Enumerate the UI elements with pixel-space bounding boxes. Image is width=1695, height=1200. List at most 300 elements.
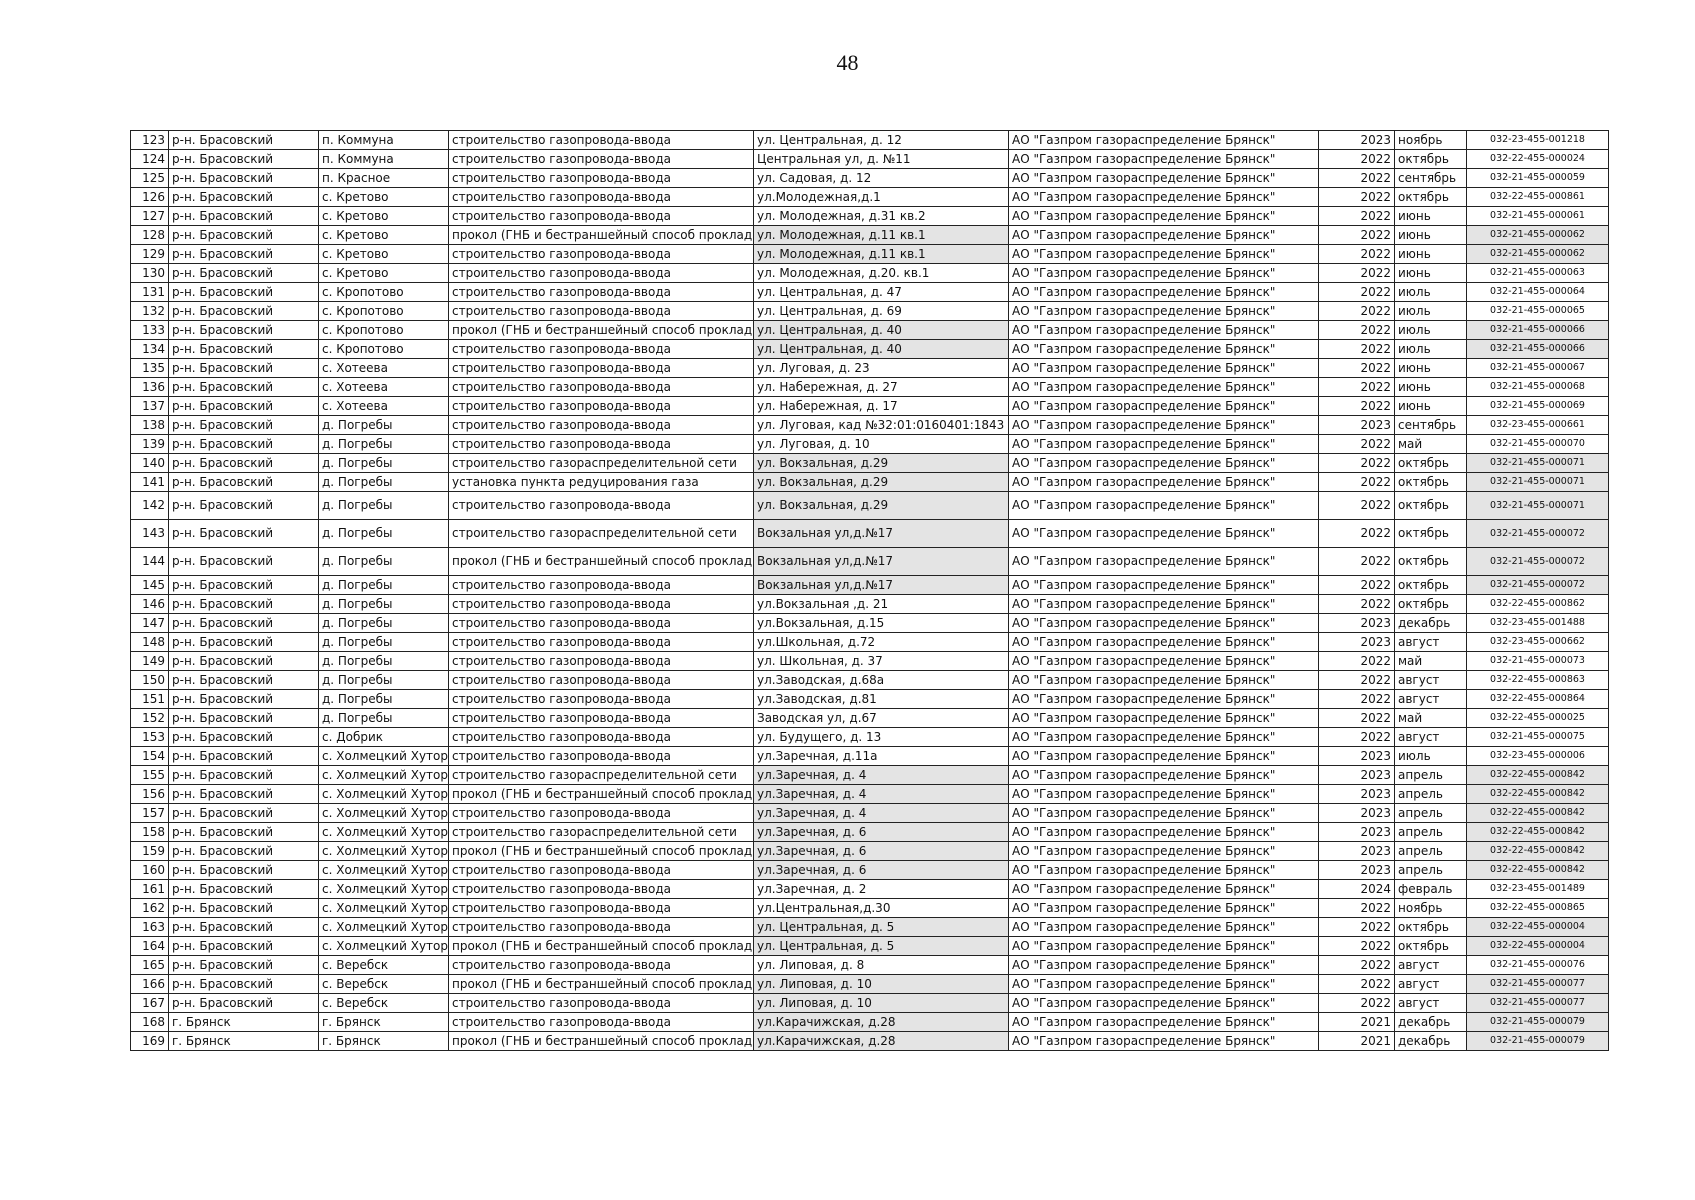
row-number-cell: 168	[131, 1013, 169, 1032]
year-cell: 2023	[1319, 785, 1395, 804]
row-number-cell: 157	[131, 804, 169, 823]
organization-cell: АО "Газпром газораспределение Брянск"	[1009, 1013, 1319, 1032]
locality-cell: с. Холмецкий Хутор	[319, 785, 449, 804]
row-number-cell: 164	[131, 937, 169, 956]
locality-cell: д. Погребы	[319, 454, 449, 473]
year-cell: 2022	[1319, 397, 1395, 416]
district-cell: р-н. Брасовский	[169, 188, 319, 207]
month-cell: апрель	[1395, 785, 1467, 804]
district-cell: р-н. Брасовский	[169, 804, 319, 823]
work-type-cell: строительство газопровода-ввода	[449, 340, 754, 359]
registration-number-cell: 032-21-455-000068	[1467, 378, 1609, 397]
table-row	[131, 994, 1609, 1013]
district-cell: р-н. Брасовский	[169, 245, 319, 264]
year-cell: 2022	[1319, 169, 1395, 188]
registration-number-cell: 032-23-455-001489	[1467, 880, 1609, 899]
registration-number-cell: 032-21-455-000072	[1467, 520, 1609, 548]
organization-cell: АО "Газпром газораспределение Брянск"	[1009, 1032, 1319, 1051]
table-row	[131, 918, 1609, 937]
locality-cell: с. Холмецкий Хутор	[319, 766, 449, 785]
organization-cell: АО "Газпром газораспределение Брянск"	[1009, 937, 1319, 956]
registration-number-cell: 032-21-455-000059	[1467, 169, 1609, 188]
locality-cell: с. Кретово	[319, 226, 449, 245]
row-number-cell: 148	[131, 633, 169, 652]
organization-cell: АО "Газпром газораспределение Брянск"	[1009, 766, 1319, 785]
organization-cell: АО "Газпром газораспределение Брянск"	[1009, 880, 1319, 899]
registration-number-cell: 032-22-455-000865	[1467, 899, 1609, 918]
organization-cell: АО "Газпром газораспределение Брянск"	[1009, 492, 1319, 520]
work-type-cell: строительство газопровода-ввода	[449, 416, 754, 435]
locality-cell: д. Погребы	[319, 576, 449, 595]
row-number-cell: 166	[131, 975, 169, 994]
table-row	[131, 785, 1609, 804]
row-number-cell: 145	[131, 576, 169, 595]
district-cell: р-н. Брасовский	[169, 492, 319, 520]
year-cell: 2022	[1319, 576, 1395, 595]
month-cell: май	[1395, 652, 1467, 671]
district-cell: р-н. Брасовский	[169, 302, 319, 321]
table-body	[131, 131, 1609, 1051]
registration-number-cell: 032-21-455-000073	[1467, 652, 1609, 671]
organization-cell: АО "Газпром газораспределение Брянск"	[1009, 823, 1319, 842]
registration-number-cell: 032-23-455-000006	[1467, 747, 1609, 766]
registration-number-cell: 032-23-455-000661	[1467, 416, 1609, 435]
table-row	[131, 226, 1609, 245]
registration-number-cell: 032-21-455-000071	[1467, 492, 1609, 520]
table-row	[131, 671, 1609, 690]
work-type-cell: строительство газопровода-ввода	[449, 378, 754, 397]
registration-number-cell: 032-22-455-000864	[1467, 690, 1609, 709]
organization-cell: АО "Газпром газораспределение Брянск"	[1009, 340, 1319, 359]
district-cell: р-н. Брасовский	[169, 842, 319, 861]
month-cell: декабрь	[1395, 614, 1467, 633]
district-cell: р-н. Брасовский	[169, 473, 319, 492]
district-cell: р-н. Брасовский	[169, 956, 319, 975]
organization-cell: АО "Газпром газораспределение Брянск"	[1009, 283, 1319, 302]
month-cell: ноябрь	[1395, 899, 1467, 918]
locality-cell: с. Кретово	[319, 264, 449, 283]
address-cell: ул. Центральная, д. 69	[754, 302, 1009, 321]
address-cell: Вокзальная ул,д.№17	[754, 548, 1009, 576]
year-cell: 2023	[1319, 131, 1395, 150]
year-cell: 2021	[1319, 1032, 1395, 1051]
row-number-cell: 135	[131, 359, 169, 378]
table-row	[131, 804, 1609, 823]
work-type-cell: строительство газопровода-ввода	[449, 576, 754, 595]
locality-cell: с. Холмецкий Хутор	[319, 880, 449, 899]
registration-number-cell: 032-21-455-000062	[1467, 245, 1609, 264]
work-type-cell: прокол (ГНБ и бестраншейный способ проклад	[449, 1032, 754, 1051]
district-cell: р-н. Брасовский	[169, 226, 319, 245]
work-type-cell: строительство газопровода-ввода	[449, 359, 754, 378]
month-cell: июнь	[1395, 397, 1467, 416]
registration-number-cell: 032-21-455-000071	[1467, 473, 1609, 492]
district-cell: р-н. Брасовский	[169, 671, 319, 690]
address-cell: ул. Молодежная, д.20. кв.1	[754, 264, 1009, 283]
row-number-cell: 161	[131, 880, 169, 899]
registration-number-cell: 032-23-455-001488	[1467, 614, 1609, 633]
locality-cell: с. Веребск	[319, 994, 449, 1013]
registration-number-cell: 032-22-455-000842	[1467, 785, 1609, 804]
locality-cell: д. Погребы	[319, 671, 449, 690]
locality-cell: д. Погребы	[319, 709, 449, 728]
table-row	[131, 283, 1609, 302]
month-cell: апрель	[1395, 861, 1467, 880]
organization-cell: АО "Газпром газораспределение Брянск"	[1009, 918, 1319, 937]
table-row	[131, 595, 1609, 614]
month-cell: октябрь	[1395, 188, 1467, 207]
locality-cell: с. Добрик	[319, 728, 449, 747]
address-cell: ул.Вокзальная ,д. 21	[754, 595, 1009, 614]
month-cell: сентябрь	[1395, 169, 1467, 188]
organization-cell: АО "Газпром газораспределение Брянск"	[1009, 150, 1319, 169]
month-cell: октябрь	[1395, 150, 1467, 169]
work-type-cell: строительство газопровода-ввода	[449, 690, 754, 709]
address-cell: ул. Вокзальная, д.29	[754, 454, 1009, 473]
work-type-cell: строительство газопровода-ввода	[449, 397, 754, 416]
table-row	[131, 548, 1609, 576]
work-type-cell: строительство газопровода-ввода	[449, 264, 754, 283]
locality-cell: д. Погребы	[319, 492, 449, 520]
table-row	[131, 652, 1609, 671]
table-row	[131, 473, 1609, 492]
year-cell: 2022	[1319, 956, 1395, 975]
table-row	[131, 842, 1609, 861]
year-cell: 2024	[1319, 880, 1395, 899]
table-row	[131, 747, 1609, 766]
work-type-cell: строительство газопровода-ввода	[449, 150, 754, 169]
month-cell: август	[1395, 633, 1467, 652]
row-number-cell: 132	[131, 302, 169, 321]
row-number-cell: 160	[131, 861, 169, 880]
registration-number-cell: 032-22-455-000862	[1467, 595, 1609, 614]
locality-cell: с. Холмецкий Хутор	[319, 899, 449, 918]
district-cell: р-н. Брасовский	[169, 548, 319, 576]
locality-cell: п. Коммуна	[319, 131, 449, 150]
registration-number-cell: 032-22-455-000025	[1467, 709, 1609, 728]
registration-number-cell: 032-22-455-000861	[1467, 188, 1609, 207]
work-type-cell: прокол (ГНБ и бестраншейный способ проклад	[449, 226, 754, 245]
work-type-cell: строительство газораспределительной сети	[449, 520, 754, 548]
work-type-cell: строительство газопровода-ввода	[449, 861, 754, 880]
registration-number-cell: 032-22-455-000863	[1467, 671, 1609, 690]
month-cell: июль	[1395, 302, 1467, 321]
address-cell: ул. Центральная, д. 5	[754, 918, 1009, 937]
month-cell: октябрь	[1395, 576, 1467, 595]
address-cell: ул. Молодежная, д.31 кв.2	[754, 207, 1009, 226]
row-number-cell: 127	[131, 207, 169, 226]
year-cell: 2023	[1319, 633, 1395, 652]
year-cell: 2022	[1319, 595, 1395, 614]
table-row	[131, 1013, 1609, 1032]
locality-cell: с. Хотеева	[319, 359, 449, 378]
organization-cell: АО "Газпром газораспределение Брянск"	[1009, 548, 1319, 576]
registration-number-cell: 032-23-455-001218	[1467, 131, 1609, 150]
year-cell: 2021	[1319, 1013, 1395, 1032]
year-cell: 2022	[1319, 937, 1395, 956]
row-number-cell: 152	[131, 709, 169, 728]
row-number-cell: 143	[131, 520, 169, 548]
address-cell: ул. Липовая, д. 10	[754, 975, 1009, 994]
address-cell: ул. Вокзальная, д.29	[754, 492, 1009, 520]
district-cell: р-н. Брасовский	[169, 169, 319, 188]
table-row	[131, 416, 1609, 435]
work-type-cell: строительство газопровода-ввода	[449, 804, 754, 823]
locality-cell: с. Холмецкий Хутор	[319, 861, 449, 880]
month-cell: июнь	[1395, 378, 1467, 397]
month-cell: август	[1395, 671, 1467, 690]
organization-cell: АО "Газпром газораспределение Брянск"	[1009, 975, 1319, 994]
work-type-cell: строительство газопровода-ввода	[449, 492, 754, 520]
registration-number-cell: 032-22-455-000004	[1467, 918, 1609, 937]
work-type-cell: прокол (ГНБ и бестраншейный способ проклад	[449, 321, 754, 340]
address-cell: ул.Центральная,д.30	[754, 899, 1009, 918]
organization-cell: АО "Газпром газораспределение Брянск"	[1009, 520, 1319, 548]
organization-cell: АО "Газпром газораспределение Брянск"	[1009, 245, 1319, 264]
row-number-cell: 130	[131, 264, 169, 283]
address-cell: ул. Липовая, д. 10	[754, 994, 1009, 1013]
registration-number-cell: 032-21-455-000062	[1467, 226, 1609, 245]
organization-cell: АО "Газпром газораспределение Брянск"	[1009, 785, 1319, 804]
work-type-cell: строительство газопровода-ввода	[449, 595, 754, 614]
year-cell: 2022	[1319, 302, 1395, 321]
address-cell: ул. Молодежная, д.11 кв.1	[754, 245, 1009, 264]
district-cell: р-н. Брасовский	[169, 520, 319, 548]
table-row	[131, 435, 1609, 454]
work-type-cell: строительство газораспределительной сети	[449, 823, 754, 842]
locality-cell: с. Кретово	[319, 207, 449, 226]
locality-cell: с. Кропотово	[319, 340, 449, 359]
work-type-cell: строительство газопровода-ввода	[449, 994, 754, 1013]
address-cell: ул.Заречная, д. 4	[754, 766, 1009, 785]
district-cell: г. Брянск	[169, 1013, 319, 1032]
address-cell: ул.Молодежная,д.1	[754, 188, 1009, 207]
month-cell: октябрь	[1395, 492, 1467, 520]
year-cell: 2022	[1319, 283, 1395, 302]
locality-cell: д. Погребы	[319, 633, 449, 652]
row-number-cell: 123	[131, 131, 169, 150]
address-cell: ул. Школьная, д. 37	[754, 652, 1009, 671]
row-number-cell: 149	[131, 652, 169, 671]
organization-cell: АО "Газпром газораспределение Брянск"	[1009, 188, 1319, 207]
locality-cell: с. Холмецкий Хутор	[319, 804, 449, 823]
year-cell: 2023	[1319, 766, 1395, 785]
locality-cell: с. Кропотово	[319, 302, 449, 321]
table-row	[131, 880, 1609, 899]
month-cell: апрель	[1395, 766, 1467, 785]
year-cell: 2022	[1319, 264, 1395, 283]
row-number-cell: 142	[131, 492, 169, 520]
district-cell: р-н. Брасовский	[169, 150, 319, 169]
year-cell: 2022	[1319, 359, 1395, 378]
locality-cell: с. Хотеева	[319, 397, 449, 416]
table-row	[131, 150, 1609, 169]
locality-cell: с. Веребск	[319, 975, 449, 994]
registration-number-cell: 032-21-455-000079	[1467, 1032, 1609, 1051]
year-cell: 2023	[1319, 804, 1395, 823]
table-row	[131, 766, 1609, 785]
row-number-cell: 134	[131, 340, 169, 359]
month-cell: август	[1395, 690, 1467, 709]
organization-cell: АО "Газпром газораспределение Брянск"	[1009, 842, 1319, 861]
row-number-cell: 144	[131, 548, 169, 576]
address-cell: ул.Заречная, д. 4	[754, 804, 1009, 823]
registration-number-cell: 032-21-455-000076	[1467, 956, 1609, 975]
month-cell: декабрь	[1395, 1032, 1467, 1051]
row-number-cell: 124	[131, 150, 169, 169]
locality-cell: с. Кретово	[319, 188, 449, 207]
organization-cell: АО "Газпром газораспределение Брянск"	[1009, 435, 1319, 454]
table-row	[131, 359, 1609, 378]
district-cell: р-н. Брасовский	[169, 937, 319, 956]
year-cell: 2022	[1319, 709, 1395, 728]
month-cell: июль	[1395, 340, 1467, 359]
district-cell: р-н. Брасовский	[169, 283, 319, 302]
work-type-cell: строительство газопровода-ввода	[449, 207, 754, 226]
address-cell: ул.Карачижская, д.28	[754, 1032, 1009, 1051]
registration-number-cell: 032-21-455-000079	[1467, 1013, 1609, 1032]
registration-number-cell: 032-21-455-000061	[1467, 207, 1609, 226]
table-row	[131, 245, 1609, 264]
row-number-cell: 169	[131, 1032, 169, 1051]
address-cell: ул. Набережная, д. 17	[754, 397, 1009, 416]
table-row	[131, 131, 1609, 150]
year-cell: 2023	[1319, 823, 1395, 842]
address-cell: ул.Заречная, д. 6	[754, 842, 1009, 861]
work-type-cell: строительство газораспределительной сети	[449, 454, 754, 473]
year-cell: 2022	[1319, 492, 1395, 520]
work-type-cell: строительство газопровода-ввода	[449, 671, 754, 690]
row-number-cell: 128	[131, 226, 169, 245]
district-cell: р-н. Брасовский	[169, 397, 319, 416]
district-cell: р-н. Брасовский	[169, 899, 319, 918]
organization-cell: АО "Газпром газораспределение Брянск"	[1009, 226, 1319, 245]
organization-cell: АО "Газпром газораспределение Брянск"	[1009, 709, 1319, 728]
month-cell: апрель	[1395, 804, 1467, 823]
row-number-cell: 138	[131, 416, 169, 435]
year-cell: 2022	[1319, 652, 1395, 671]
table-row	[131, 302, 1609, 321]
district-cell: р-н. Брасовский	[169, 880, 319, 899]
year-cell: 2023	[1319, 747, 1395, 766]
work-type-cell: строительство газопровода-ввода	[449, 614, 754, 633]
district-cell: р-н. Брасовский	[169, 131, 319, 150]
year-cell: 2023	[1319, 861, 1395, 880]
address-cell: ул. Будущего, д. 13	[754, 728, 1009, 747]
row-number-cell: 140	[131, 454, 169, 473]
registration-number-cell: 032-21-455-000067	[1467, 359, 1609, 378]
organization-cell: АО "Газпром газораспределение Брянск"	[1009, 416, 1319, 435]
year-cell: 2022	[1319, 245, 1395, 264]
address-cell: ул. Луговая, д. 10	[754, 435, 1009, 454]
month-cell: июль	[1395, 747, 1467, 766]
row-number-cell: 129	[131, 245, 169, 264]
month-cell: июнь	[1395, 264, 1467, 283]
work-type-cell: строительство газопровода-ввода	[449, 709, 754, 728]
row-number-cell: 139	[131, 435, 169, 454]
organization-cell: АО "Газпром газораспределение Брянск"	[1009, 804, 1319, 823]
month-cell: август	[1395, 994, 1467, 1013]
locality-cell: д. Погребы	[319, 614, 449, 633]
district-cell: р-н. Брасовский	[169, 633, 319, 652]
district-cell: р-н. Брасовский	[169, 321, 319, 340]
locality-cell: п. Красное	[319, 169, 449, 188]
locality-cell: с. Холмецкий Хутор	[319, 937, 449, 956]
work-type-cell: прокол (ГНБ и бестраншейный способ проклад	[449, 842, 754, 861]
address-cell: ул. Центральная, д. 40	[754, 340, 1009, 359]
year-cell: 2022	[1319, 207, 1395, 226]
row-number-cell: 125	[131, 169, 169, 188]
registration-number-cell: 032-21-455-000072	[1467, 576, 1609, 595]
address-cell: ул.Заречная, д. 6	[754, 823, 1009, 842]
table-row	[131, 492, 1609, 520]
district-cell: р-н. Брасовский	[169, 652, 319, 671]
registration-number-cell: 032-21-455-000066	[1467, 321, 1609, 340]
row-number-cell: 146	[131, 595, 169, 614]
registration-number-cell: 032-21-455-000070	[1467, 435, 1609, 454]
organization-cell: АО "Газпром газораспределение Брянск"	[1009, 207, 1319, 226]
table-row	[131, 728, 1609, 747]
month-cell: июль	[1395, 283, 1467, 302]
locality-cell: д. Погребы	[319, 595, 449, 614]
year-cell: 2022	[1319, 226, 1395, 245]
month-cell: ноябрь	[1395, 131, 1467, 150]
row-number-cell: 151	[131, 690, 169, 709]
month-cell: июнь	[1395, 207, 1467, 226]
locality-cell: с. Кропотово	[319, 283, 449, 302]
organization-cell: АО "Газпром газораспределение Брянск"	[1009, 473, 1319, 492]
registration-number-cell: 032-21-455-000077	[1467, 975, 1609, 994]
month-cell: апрель	[1395, 823, 1467, 842]
district-cell: р-н. Брасовский	[169, 340, 319, 359]
district-cell: р-н. Брасовский	[169, 785, 319, 804]
month-cell: август	[1395, 728, 1467, 747]
month-cell: февраль	[1395, 880, 1467, 899]
address-cell: ул.Заводская, д.68а	[754, 671, 1009, 690]
work-type-cell: прокол (ГНБ и бестраншейный способ проклад	[449, 785, 754, 804]
work-type-cell: строительство газопровода-ввода	[449, 899, 754, 918]
locality-cell: с. Холмецкий Хутор	[319, 747, 449, 766]
month-cell: октябрь	[1395, 937, 1467, 956]
district-cell: р-н. Брасовский	[169, 454, 319, 473]
row-number-cell: 136	[131, 378, 169, 397]
row-number-cell: 141	[131, 473, 169, 492]
work-type-cell: строительство газопровода-ввода	[449, 956, 754, 975]
address-cell: ул. Центральная, д. 12	[754, 131, 1009, 150]
locality-cell: с. Холмецкий Хутор	[319, 842, 449, 861]
address-cell: ул. Вокзальная, д.29	[754, 473, 1009, 492]
registration-number-cell: 032-23-455-000662	[1467, 633, 1609, 652]
gas-connection-table	[130, 130, 1609, 1051]
organization-cell: АО "Газпром газораспределение Брянск"	[1009, 994, 1319, 1013]
row-number-cell: 162	[131, 899, 169, 918]
address-cell: ул.Заречная, д. 4	[754, 785, 1009, 804]
registration-number-cell: 032-22-455-000004	[1467, 937, 1609, 956]
table-row	[131, 520, 1609, 548]
locality-cell: г. Брянск	[319, 1032, 449, 1051]
organization-cell: АО "Газпром газораспределение Брянск"	[1009, 169, 1319, 188]
row-number-cell: 156	[131, 785, 169, 804]
organization-cell: АО "Газпром газораспределение Брянск"	[1009, 652, 1319, 671]
month-cell: октябрь	[1395, 918, 1467, 937]
locality-cell: с. Холмецкий Хутор	[319, 823, 449, 842]
row-number-cell: 153	[131, 728, 169, 747]
work-type-cell: строительство газопровода-ввода	[449, 728, 754, 747]
work-type-cell: строительство газопровода-ввода	[449, 188, 754, 207]
registration-number-cell: 032-22-455-000842	[1467, 804, 1609, 823]
work-type-cell: строительство газопровода-ввода	[449, 245, 754, 264]
year-cell: 2023	[1319, 842, 1395, 861]
